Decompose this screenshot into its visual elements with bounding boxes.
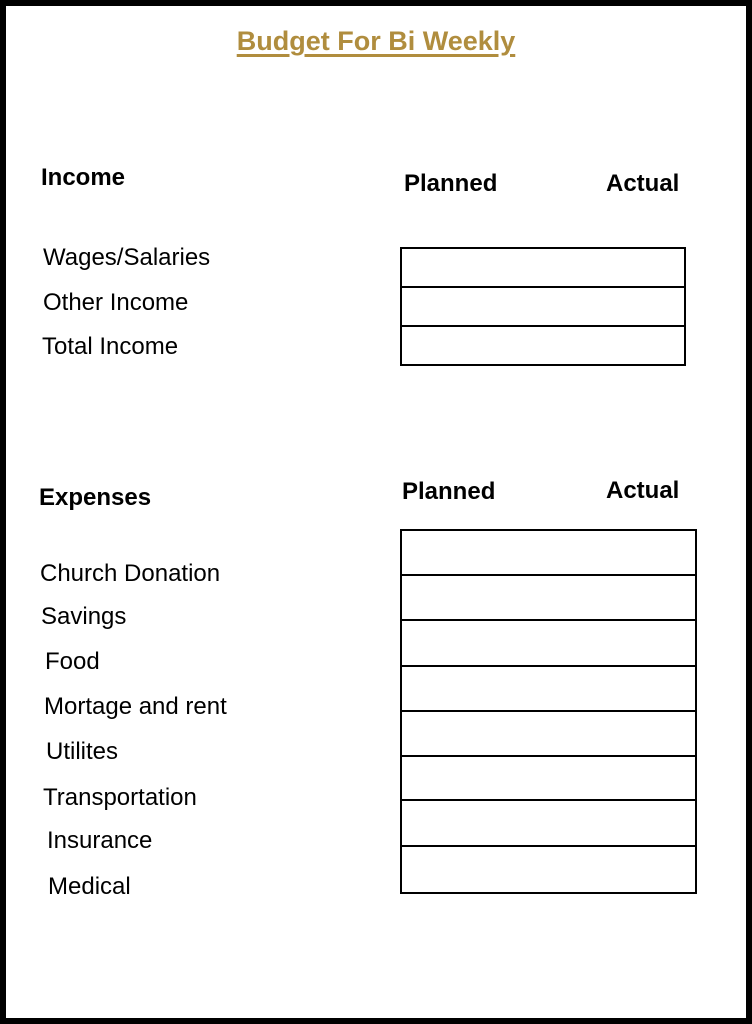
income-row-label-wages: Wages/Salaries xyxy=(43,244,211,271)
expenses-grid-divider xyxy=(402,574,695,576)
expenses-grid-divider xyxy=(402,799,695,801)
expense-row-label-utilities: Utilites xyxy=(46,738,119,765)
expense-row-label-medical: Medical xyxy=(48,873,131,900)
budget-page xyxy=(6,6,746,1018)
income-planned-heading: Planned xyxy=(404,170,498,197)
expenses-grid-divider xyxy=(402,619,695,621)
income-row-label-other: Other Income xyxy=(43,289,189,316)
expenses-grid-divider xyxy=(402,755,695,757)
expense-row-label-savings: Savings xyxy=(41,603,127,630)
expenses-grid-divider xyxy=(402,665,695,667)
expense-row-label-food: Food xyxy=(45,648,100,675)
income-grid-divider xyxy=(402,286,684,288)
page-title: Budget For Bi Weekly xyxy=(236,26,516,56)
expenses-grid-divider xyxy=(402,845,695,847)
expense-row-label-church: Church Donation xyxy=(40,560,221,587)
income-row-label-total: Total Income xyxy=(42,333,179,360)
expenses-entry-grid[interactable] xyxy=(400,529,697,894)
income-heading: Income xyxy=(41,164,126,191)
income-actual-heading: Actual xyxy=(606,170,680,197)
expense-row-label-transportation: Transportation xyxy=(43,784,197,811)
income-entry-grid[interactable] xyxy=(400,247,686,366)
expense-row-label-mortgage: Mortage and rent xyxy=(44,693,227,720)
expenses-grid-divider xyxy=(402,710,695,712)
income-grid-divider xyxy=(402,325,684,327)
expenses-heading: Expenses xyxy=(39,484,152,511)
expenses-planned-heading: Planned xyxy=(402,478,496,505)
expense-row-label-insurance: Insurance xyxy=(47,827,153,854)
expenses-actual-heading: Actual xyxy=(606,477,680,504)
